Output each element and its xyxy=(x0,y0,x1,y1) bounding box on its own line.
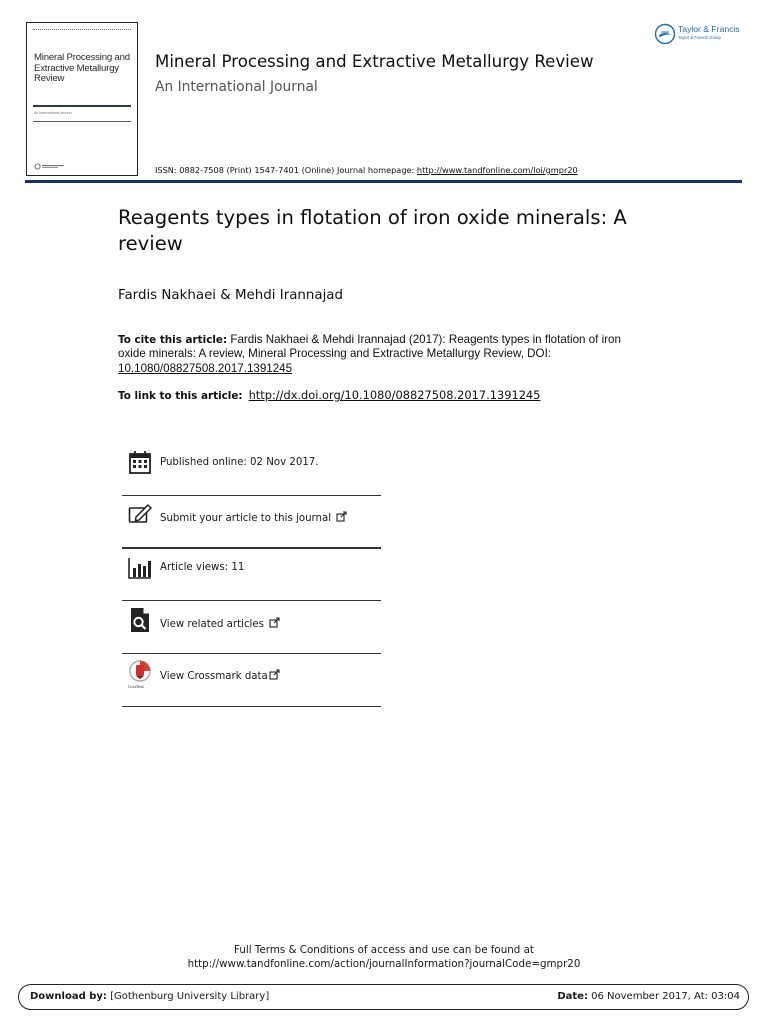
related-articles-link[interactable] xyxy=(160,617,280,630)
article-title: Reagents types in flotation of iron oxide minerals: A review xyxy=(118,206,627,255)
published-online-text: Published online: 02 Nov 2017. xyxy=(160,457,319,468)
publisher-name: Taylor & Francis xyxy=(678,24,740,34)
cite-doi-link[interactable]: 10.1080/08827508.2017.1391245 xyxy=(118,361,293,375)
external-link-icon xyxy=(269,617,280,628)
terms-of-use xyxy=(0,943,768,972)
journal-cover-thumbnail xyxy=(26,22,138,176)
download-value: [Gothenburg University Library] xyxy=(106,991,270,1002)
crossmark-link[interactable] xyxy=(160,669,280,682)
link-label: To link to this article: xyxy=(118,390,243,402)
terms-line-1: Full Terms & Conditions of access and use can be found at xyxy=(234,944,534,956)
journal-subtitle: An International Journal xyxy=(155,79,318,95)
crossmark-row[interactable] xyxy=(122,654,381,706)
crossmark-label: View Crossmark data xyxy=(160,671,268,682)
publisher-logo[interactable] xyxy=(654,21,746,47)
download-by xyxy=(30,991,269,1002)
article-authors: Fardis Nakhaei & Mehdi Irannajad xyxy=(118,288,344,303)
download-info-bar xyxy=(18,984,749,1010)
article-doi-link[interactable]: http://dx.doi.org/10.1080/08827508.2017.1391245 xyxy=(248,388,541,402)
cite-text: Fardis Nakhaei & Mehdi Irannajad (2017): Reagents types in flotation of iron oxide minerals: A review, Mineral Processing and Extractive Metallurgy Review, DOI: xyxy=(118,333,621,361)
issn-text: ISSN: 0882-7508 (Print) 1547-7401 (Online) Journal homepage: xyxy=(155,165,417,175)
article-views-text: Article views: 11 xyxy=(160,562,245,573)
cover-divider xyxy=(33,105,131,107)
publisher-logo-icon xyxy=(654,23,676,45)
cite-label: To cite this article: xyxy=(118,334,228,346)
article-views-row xyxy=(122,549,381,601)
bar-chart-icon xyxy=(128,555,152,581)
article-link-line xyxy=(118,388,540,402)
download-date xyxy=(557,991,740,1002)
submit-article-row[interactable] xyxy=(122,496,381,548)
external-link-icon xyxy=(336,511,347,522)
cover-publisher-logo xyxy=(34,163,76,170)
related-articles-label: View related articles xyxy=(160,619,264,630)
search-document-icon xyxy=(128,607,152,633)
citation-block xyxy=(118,333,628,376)
terms-url[interactable]: http://www.tandfonline.com/action/journalInformation?journalCode=gmpr20 xyxy=(187,958,581,971)
edit-icon xyxy=(128,502,152,528)
related-articles-row[interactable] xyxy=(122,601,381,653)
header-rule xyxy=(25,180,742,183)
external-link-icon xyxy=(269,669,280,680)
cover-top-rule xyxy=(33,29,131,34)
journal-homepage-link[interactable]: http://www.tandfonline.com/loi/gmpr20 xyxy=(416,165,578,175)
row-divider xyxy=(122,706,381,707)
submit-article-label: Submit your article to this journal xyxy=(160,513,332,524)
cover-divider-2 xyxy=(33,121,131,122)
calendar-icon xyxy=(128,449,152,475)
download-label: Download by: xyxy=(30,991,107,1002)
cover-subtitle: An International Journal xyxy=(34,111,72,115)
issn-line xyxy=(155,165,578,175)
journal-title: Mineral Processing and Extractive Metallurgy Review xyxy=(155,52,594,71)
published-online-row xyxy=(122,443,381,495)
cover-title: Mineral Processing and Extractive Metallurgy Review xyxy=(34,52,130,84)
date-label: Date: xyxy=(557,991,588,1002)
date-value: 06 November 2017, At: 03:04 xyxy=(587,991,740,1002)
publisher-group: Taylor & Francis Group xyxy=(678,35,721,40)
submit-article-link[interactable] xyxy=(160,511,347,524)
crossmark-caption: CrossMark xyxy=(128,685,144,689)
